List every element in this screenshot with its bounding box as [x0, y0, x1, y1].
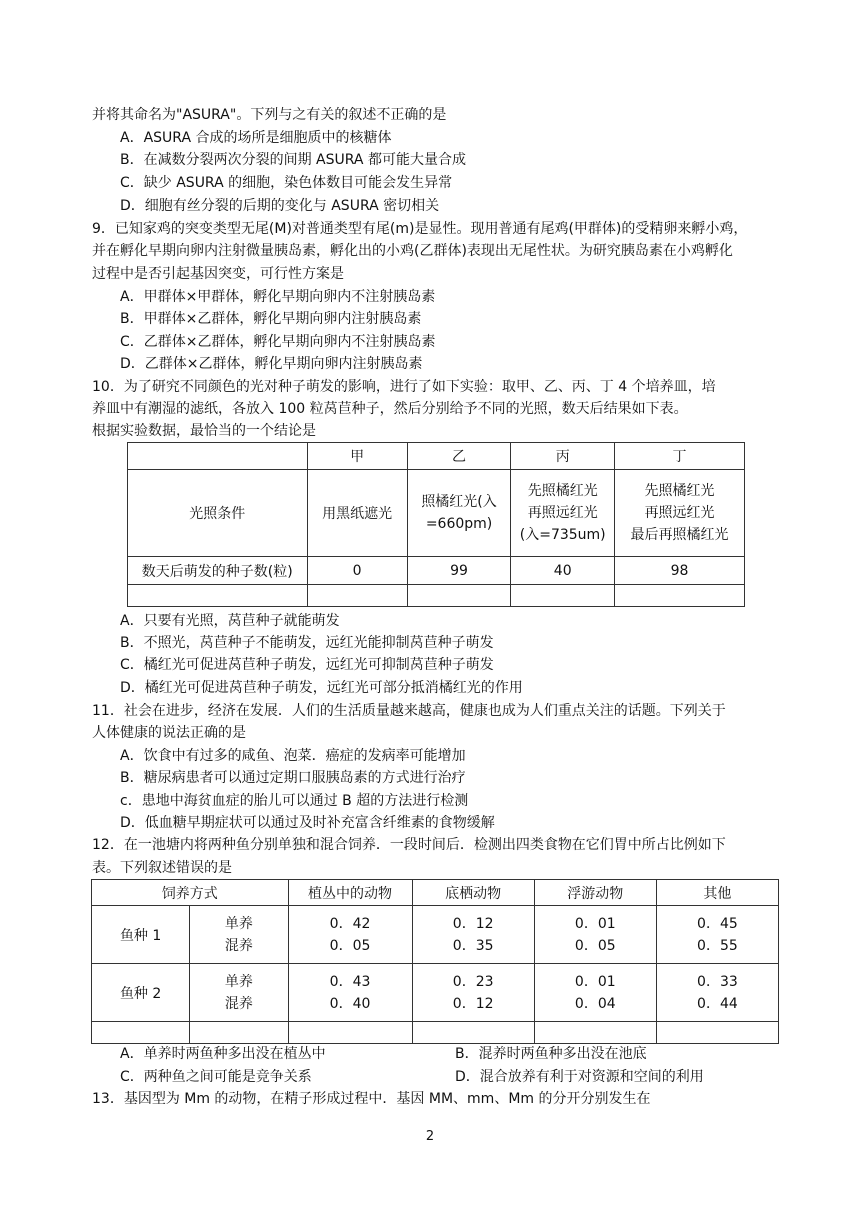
q12-option-b: B．混养时两鱼种多出没在池底 [455, 1046, 647, 1062]
table2-fish1-plant [288, 906, 412, 964]
table1-header-empty [128, 443, 308, 470]
table1-header-bing: 丙 [511, 443, 615, 470]
table1-cell-yi-condition [407, 470, 511, 557]
table2-empty-cell [656, 1022, 778, 1044]
value-single: 0．23 [452, 973, 494, 990]
table2-header-mode: 饲养方式 [92, 880, 289, 906]
question-10-line-2: 养皿中有潮湿的滤纸，各放入 100 粒莴苣种子，然后分别给予不同的光照，数天后结果如下表。 [92, 401, 688, 417]
q11-option-c: c．患地中海贫血症的胎儿可以通过 B 超的方法进行检测 [120, 793, 469, 809]
page-number: 2 [425, 1129, 435, 1144]
question-9-line-3: 过程中是否引起基因突变，可行性方案是 [92, 266, 344, 282]
table1-empty-cell [128, 585, 308, 607]
q8-option-d: D．细胞有丝分裂的后期的变化与 ASURA 密切相关 [120, 198, 440, 214]
q11-option-a: A．饮食中有过多的咸鱼、泡菜．癌症的发病率可能增加 [120, 748, 466, 764]
table2-empty-cell [92, 1022, 190, 1044]
table2-empty-cell [412, 1022, 534, 1044]
table1-ding-line-3: 最后再照橘红光 [630, 527, 729, 543]
table1-count-bing: 40 [511, 557, 615, 585]
q12-option-d: D．混合放养有利于对资源和空间的利用 [455, 1069, 704, 1085]
value-single: 0．01 [574, 915, 616, 932]
table2-fish1-modes [190, 906, 288, 964]
table2-fish2-other [656, 964, 778, 1022]
value-single: 0．01 [574, 973, 616, 990]
table1-cell-bing-condition [511, 470, 615, 557]
table1-yi-line-1: 照橘红光(入 [421, 494, 497, 510]
q9-option-a: A．甲群体×甲群体，孵化早期向卵内不注射胰岛素 [120, 289, 436, 305]
q12-option-c: C．两种鱼之间可能是竞争关系 [120, 1069, 312, 1085]
table2-empty-cell [190, 1022, 288, 1044]
q10-option-c: C．橘红光可促进莴苣种子萌发，远红光可抑制莴苣种子萌发 [120, 657, 494, 673]
q12-option-a: A．单养时两鱼种多出没在植丛中 [120, 1046, 326, 1062]
table2-fish2-plant [288, 964, 412, 1022]
value-mixed: 0．05 [574, 937, 616, 954]
q8-option-a: A．ASURA 合成的场所是细胞质中的核糖体 [120, 130, 392, 146]
table2-fish2-benthic [412, 964, 534, 1022]
q8-option-b: B．在减数分裂两次分裂的间期 ASURA 都可能大量合成 [120, 152, 466, 168]
question-10-line-1: 10．为了研究不同颜色的光对种子萌发的影响，进行了如下实验：取甲、乙、丙、丁 4 个培养皿，培 [92, 379, 716, 395]
mode-single: 单养 [224, 915, 253, 932]
table1-bing-line-2: 再照远红光 [527, 505, 598, 521]
value-mixed: 0．12 [452, 995, 494, 1012]
table1-ding-line-1: 先照橘红光 [644, 483, 715, 499]
q10-option-d: D．橘红光可促进莴苣种子萌发，远红光可部分抵消橘红光的作用 [120, 680, 523, 696]
question-8-stem-tail: 并将其命名为"ASURA"。下列与之有关的叙述不正确的是 [92, 107, 447, 123]
table1-header-ding: 丁 [615, 443, 745, 470]
table1-count-jia: 0 [307, 557, 407, 585]
mode-mixed: 混养 [224, 937, 253, 954]
q11-option-d: D．低血糖早期症状可以通过及时补充富含纤维素的食物缓解 [120, 815, 495, 831]
table2-header-plant-animals: 植丛中的动物 [288, 880, 412, 906]
table1-row-label-count: 数天后萌发的种子数(粒) [128, 557, 308, 585]
table1-count-ding: 98 [615, 557, 745, 585]
q8-option-c: C．缺少 ASURA 的细胞，染色体数目可能会发生异常 [120, 175, 453, 191]
mode-single: 单养 [224, 973, 253, 990]
table1-bing-line-3: (入=735um) [519, 527, 606, 543]
value-single: 0．43 [329, 973, 371, 990]
q9-option-d: D．乙群体×乙群体，孵化早期向卵内注射胰岛素 [120, 356, 423, 372]
light-germination-table [127, 442, 745, 607]
table2-empty-cell [534, 1022, 656, 1044]
mode-mixed: 混养 [224, 995, 253, 1012]
table1-cell-jia-condition: 用黑纸遮光 [307, 470, 407, 557]
value-single: 0．12 [452, 915, 494, 932]
value-mixed: 0．05 [329, 937, 371, 954]
q11-option-b: B．糖尿病患者可以通过定期口服胰岛素的方式进行治疗 [120, 770, 466, 786]
question-12-line-2: 表。下列叙述错误的是 [92, 860, 232, 876]
table1-empty-cell [511, 585, 615, 607]
q10-option-a: A．只要有光照，莴苣种子就能萌发 [120, 613, 340, 629]
value-mixed: 0．55 [697, 937, 738, 954]
value-single: 0．42 [329, 915, 371, 932]
table1-empty-cell [307, 585, 407, 607]
table1-header-jia: 甲 [307, 443, 407, 470]
q9-option-b: B．甲群体×乙群体，孵化早期向卵内注射胰岛素 [120, 311, 422, 327]
question-10-line-3: 根据实验数据，最恰当的一个结论是 [92, 423, 316, 439]
table2-fish2-modes [190, 964, 288, 1022]
table2-header-plankton: 浮游动物 [534, 880, 656, 906]
table1-yi-line-2: =660pm) [425, 516, 493, 532]
table2-fish2-label: 鱼种 2 [92, 964, 190, 1022]
q10-option-b: B．不照光，莴苣种子不能萌发，远红光能抑制莴苣种子萌发 [120, 635, 494, 651]
table1-cell-ding-condition [615, 470, 745, 557]
question-11-line-1: 11．社会在进步，经济在发展．人们的生活质量越来越高，健康也成为人们重点关注的话题。下列关于 [92, 703, 726, 719]
value-mixed: 0．04 [574, 995, 616, 1012]
question-9-line-2: 并在孵化早期向卵内注射微量胰岛素，孵化出的小鸡(乙群体)表现出无尾性状。为研究胰岛素在小鸡孵化 [92, 243, 733, 259]
table2-fish1-other [656, 906, 778, 964]
question-11-line-2: 人体健康的说法正确的是 [92, 725, 246, 741]
value-single: 0．33 [697, 973, 738, 990]
question-12-line-1: 12．在一池塘内将两种鱼分别单独和混合饲养．一段时间后．检测出四类食物在它们胃中所占比例如下 [92, 837, 726, 853]
table1-empty-cell [615, 585, 745, 607]
table2-fish2-plankton [534, 964, 656, 1022]
value-mixed: 0．35 [452, 937, 494, 954]
table1-empty-cell [407, 585, 511, 607]
table1-count-yi: 99 [407, 557, 511, 585]
table2-fish1-benthic [412, 906, 534, 964]
q9-option-c: C．乙群体×乙群体，孵化早期向卵内不注射胰岛素 [120, 334, 436, 350]
table2-fish1-label: 鱼种 1 [92, 906, 190, 964]
table1-ding-line-2: 再照远红光 [644, 505, 715, 521]
table2-header-benthic: 底栖动物 [412, 880, 534, 906]
table2-empty-cell [288, 1022, 412, 1044]
value-mixed: 0．44 [697, 995, 738, 1012]
table1-row-label-light: 光照条件 [128, 470, 308, 557]
table2-fish1-plankton [534, 906, 656, 964]
fish-feeding-table [91, 879, 779, 1044]
table1-header-yi: 乙 [407, 443, 511, 470]
value-single: 0．45 [697, 915, 738, 932]
question-9-line-1: 9．已知家鸡的突变类型无尾(M)对普通类型有尾(m)是显性。现用普通有尾鸡(甲群体)的受精卵来孵小鸡， [92, 221, 748, 237]
table1-bing-line-1: 先照橘红光 [527, 483, 598, 499]
value-mixed: 0．40 [329, 995, 371, 1012]
question-13-line-1: 13．基因型为 Mm 的动物，在精子形成过程中．基因 MM、mm、Mm 的分开分别发生在 [92, 1091, 651, 1107]
table2-header-other: 其他 [656, 880, 778, 906]
